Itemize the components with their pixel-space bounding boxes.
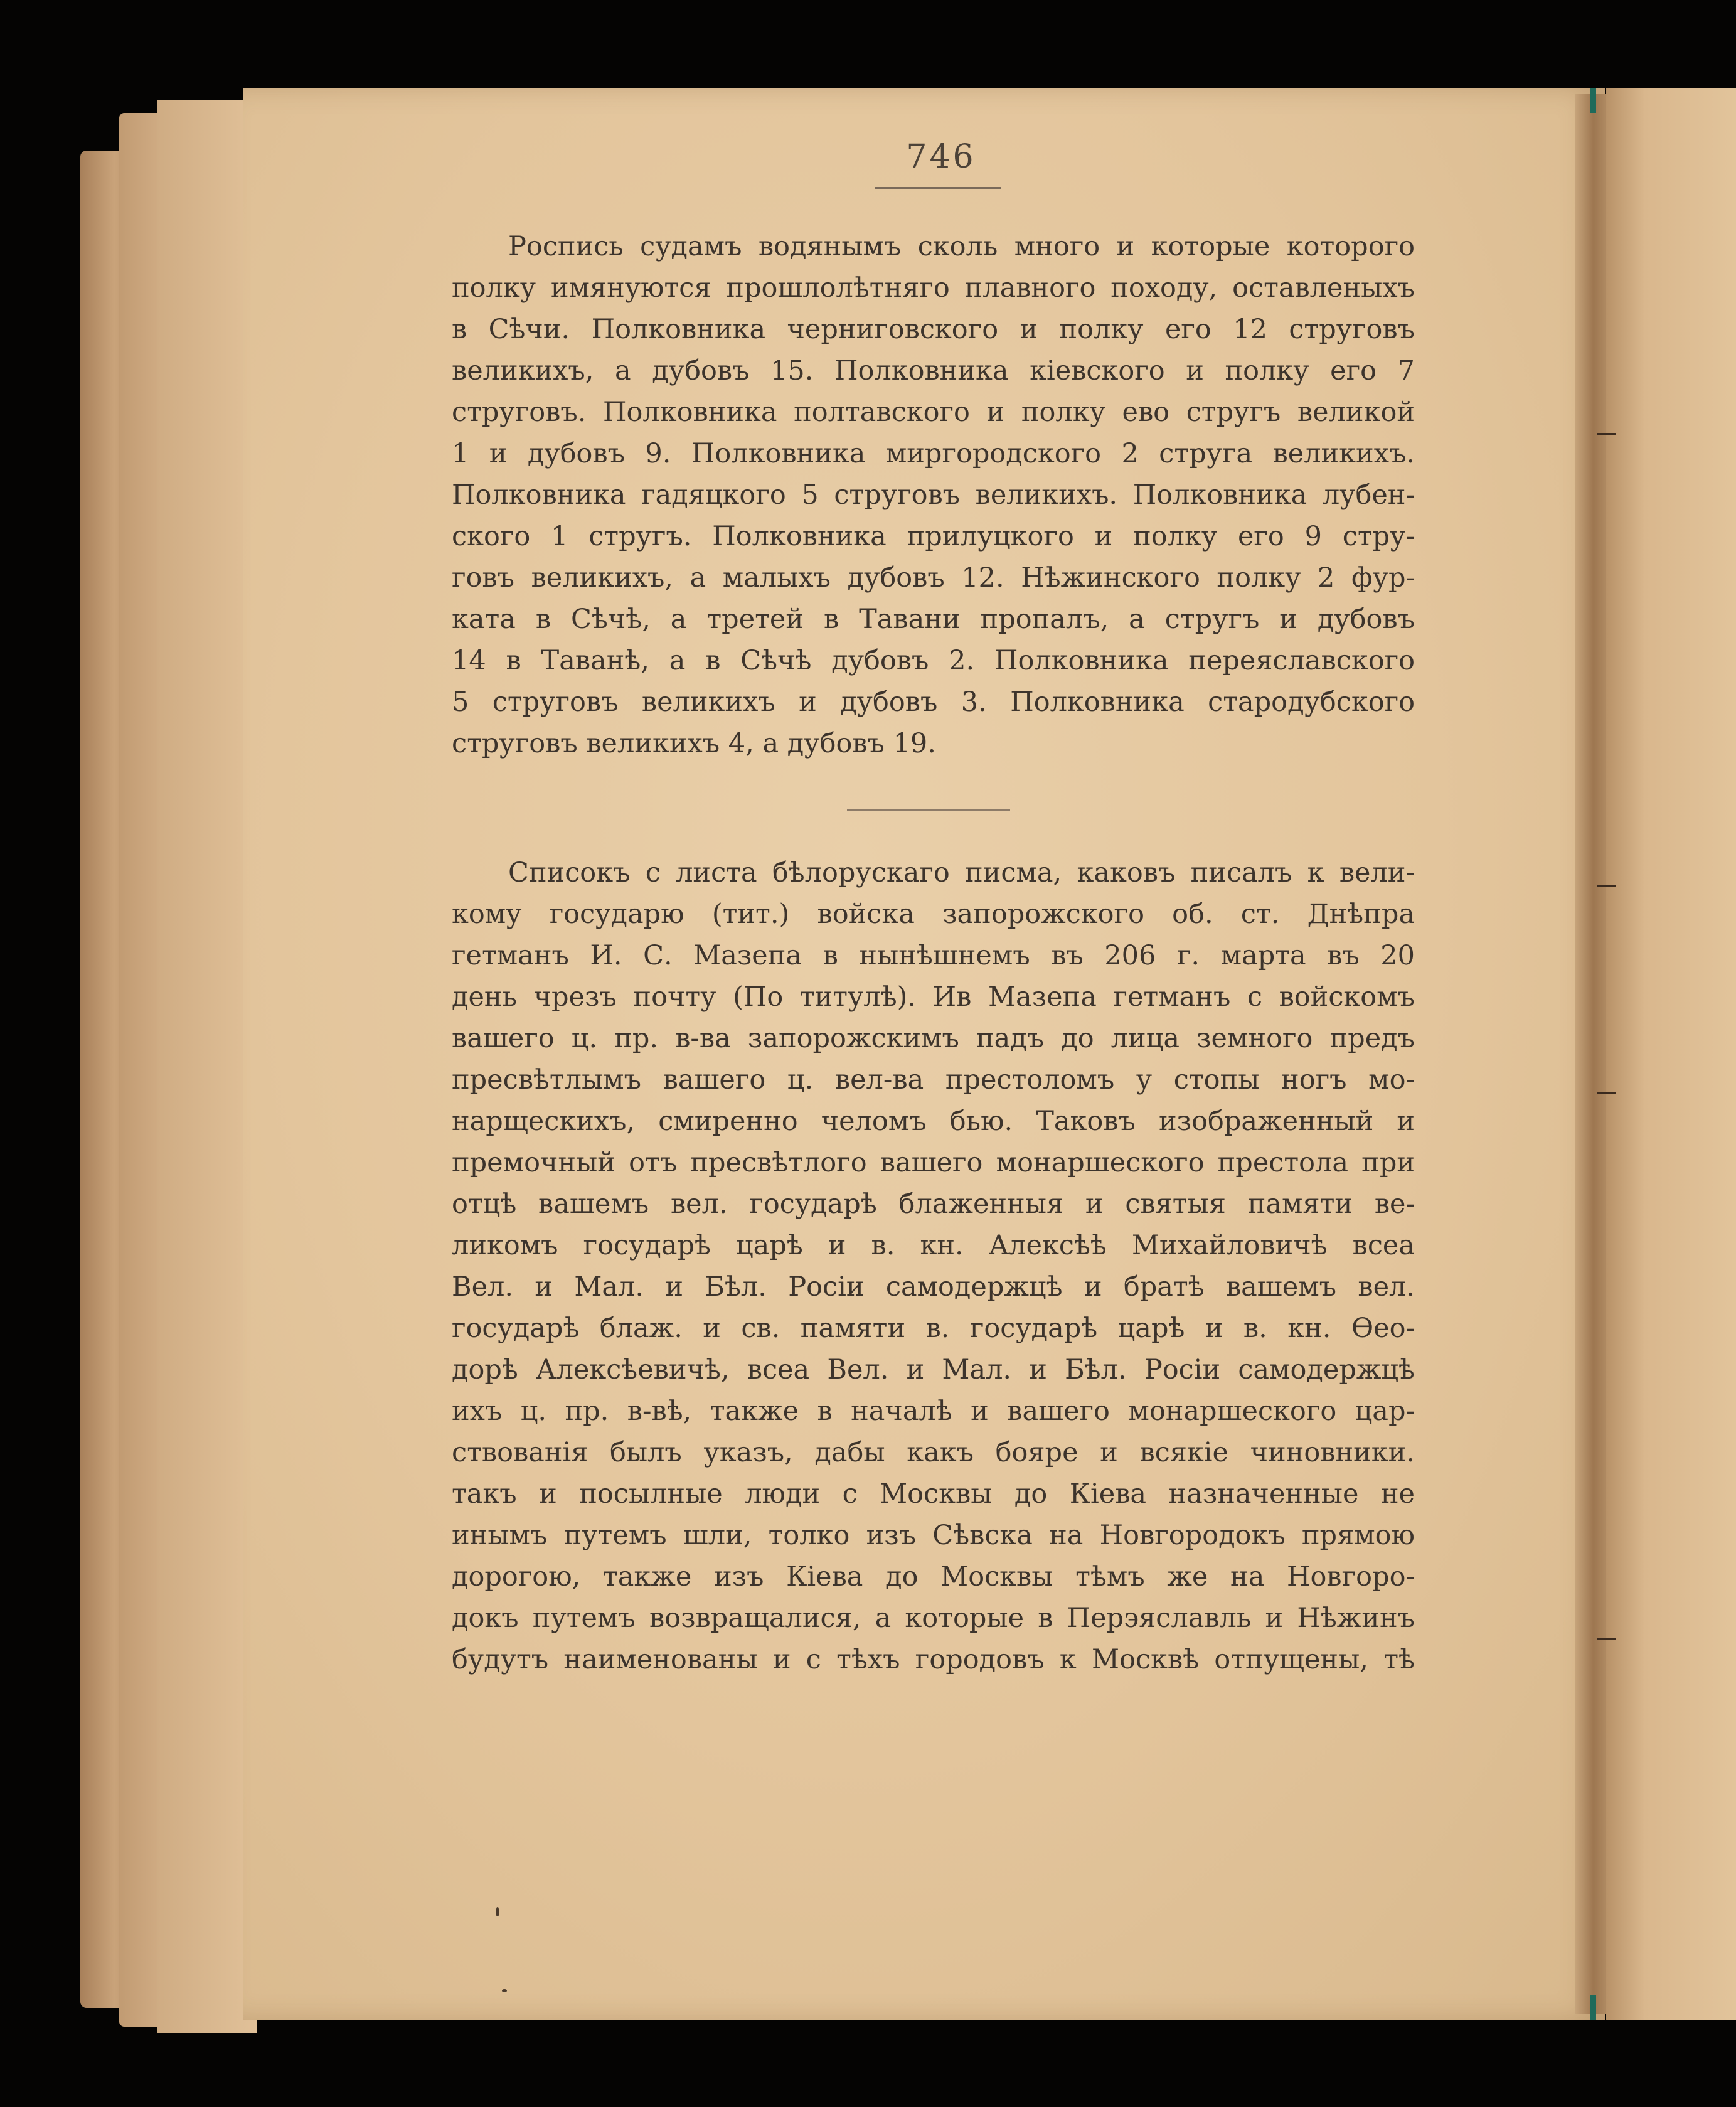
page-number: 746 bbox=[906, 138, 976, 176]
text-line: такъ и посылные люди с Москвы до Кіева назначенные не bbox=[452, 1478, 1415, 1510]
text-line: пресвѣтлымъ вашего ц. вел-ва престоломъ у стопы ногъ мо- bbox=[452, 1064, 1415, 1096]
text-line: струговъ. Полковника полтавского и полку ево стругъ великой bbox=[452, 397, 1415, 428]
paragraph-ship-register bbox=[452, 226, 1415, 764]
text-line: ствованія былъ указъ, дабы какъ бояре и всякіе чиновники. bbox=[452, 1437, 1415, 1468]
text-line: ского 1 стругъ. Полковника прилуцкого и полку его 9 стру- bbox=[452, 521, 1415, 552]
text-line: гетманъ И. С. Мазепа в нынѣшнемъ въ 206 г. марта въ 20 bbox=[452, 940, 1415, 971]
text-line: нарщескихъ, смиренно челомъ бью. Таковъ изображенный и bbox=[452, 1106, 1415, 1137]
paper-speck bbox=[496, 1907, 499, 1916]
text-line: премочный отъ пресвѣтлого вашего монаршеского престола при bbox=[452, 1147, 1415, 1178]
text-line: кому государю (тит.) войска запорожского об. ст. Днѣпра bbox=[452, 899, 1415, 930]
text-line: в Сѣчи. Полковника черниговского и полку его 12 струговъ bbox=[452, 314, 1415, 345]
text-line: Полковника гадяцкого 5 струговъ великихъ. Полковника лубен- bbox=[452, 479, 1415, 511]
text-line: Списокъ с листа бѣлорускаго писма, каковъ писалъ к вели- bbox=[508, 857, 1415, 888]
binding-stitch bbox=[1597, 1638, 1616, 1640]
text-line: инымъ путемъ шли, толко изъ Сѣвска на Новгородокъ прямою bbox=[452, 1520, 1415, 1551]
text-line: Роспись судамъ водянымъ сколь много и которые которого bbox=[508, 231, 1415, 262]
binding-thread-top bbox=[1590, 88, 1596, 113]
paragraph-letter-copy bbox=[452, 852, 1415, 1680]
text-line: 14 в Таванѣ, а в Сѣчѣ дубовъ 2. Полковника переяславского bbox=[452, 645, 1415, 676]
binding-stitch bbox=[1597, 885, 1616, 887]
text-line: ихъ ц. пр. в-вѣ, также в началѣ и вашего монаршеского цар- bbox=[452, 1395, 1415, 1427]
text-line: дорогою, также изъ Кіева до Москвы тѣмъ же на Новгоро- bbox=[452, 1561, 1415, 1592]
text-line: говъ великихъ, а малыхъ дубовъ 12. Нѣжинского полку 2 фур- bbox=[452, 562, 1415, 594]
text-line: полку имянуются прошлолѣтняго плавного походу, оставленыхъ bbox=[452, 272, 1415, 304]
text-line: докъ путемъ возвращалися, а которые в Перэяславль и Нѣжинъ bbox=[452, 1603, 1415, 1634]
text-line: день чрезъ почту (По титулѣ). Ив Мазепа гетманъ с войскомъ bbox=[452, 981, 1415, 1013]
binding-stitch bbox=[1597, 433, 1616, 435]
text-line: будутъ наименованы и с тѣхъ городовъ к Москвѣ отпущены, тѣ bbox=[452, 1644, 1415, 1675]
section-divider bbox=[847, 809, 1010, 811]
text-line: 5 струговъ великихъ и дубовъ 3. Полковника стародубского bbox=[452, 686, 1415, 718]
text-line: отцѣ вашемъ вел. государѣ блаженныя и святыя памяти ве- bbox=[452, 1188, 1415, 1220]
page-number-rule bbox=[875, 187, 1001, 189]
binding-thread-bottom bbox=[1590, 1995, 1596, 2020]
text-line: государѣ блаж. и св. памяти в. государѣ царѣ и в. кн. Өео- bbox=[452, 1313, 1415, 1344]
binding-stitch bbox=[1597, 1092, 1616, 1094]
paper-speck bbox=[502, 1989, 507, 1992]
facing-page-edge bbox=[1606, 88, 1736, 2020]
text-line: ката в Сѣчѣ, а третей в Тавани пропалъ, а стругъ и дубовъ bbox=[452, 604, 1415, 635]
text-line: 1 и дубовъ 9. Полковника миргородского 2 струга великихъ. bbox=[452, 438, 1415, 469]
text-line: дорѣ Алексѣевичѣ, всеа Вел. и Мал. и Бѣл. Росіи самодержцѣ bbox=[452, 1354, 1415, 1385]
text-line: великихъ, а дубовъ 15. Полковника кіевского и полку его 7 bbox=[452, 355, 1415, 387]
text-line: ликомъ государѣ царѣ и в. кн. Алексѣѣ Михайловичѣ всеа bbox=[452, 1230, 1415, 1261]
text-line: Вел. и Мал. и Бѣл. Росіи самодержцѣ и братѣ вашемъ вел. bbox=[452, 1271, 1415, 1303]
text-line: струговъ великихъ 4, а дубовъ 19. bbox=[452, 728, 936, 759]
text-line: вашего ц. пр. в-ва запорожскимъ падъ до лица земного предъ bbox=[452, 1023, 1415, 1054]
page-edges-inner bbox=[157, 100, 257, 2033]
